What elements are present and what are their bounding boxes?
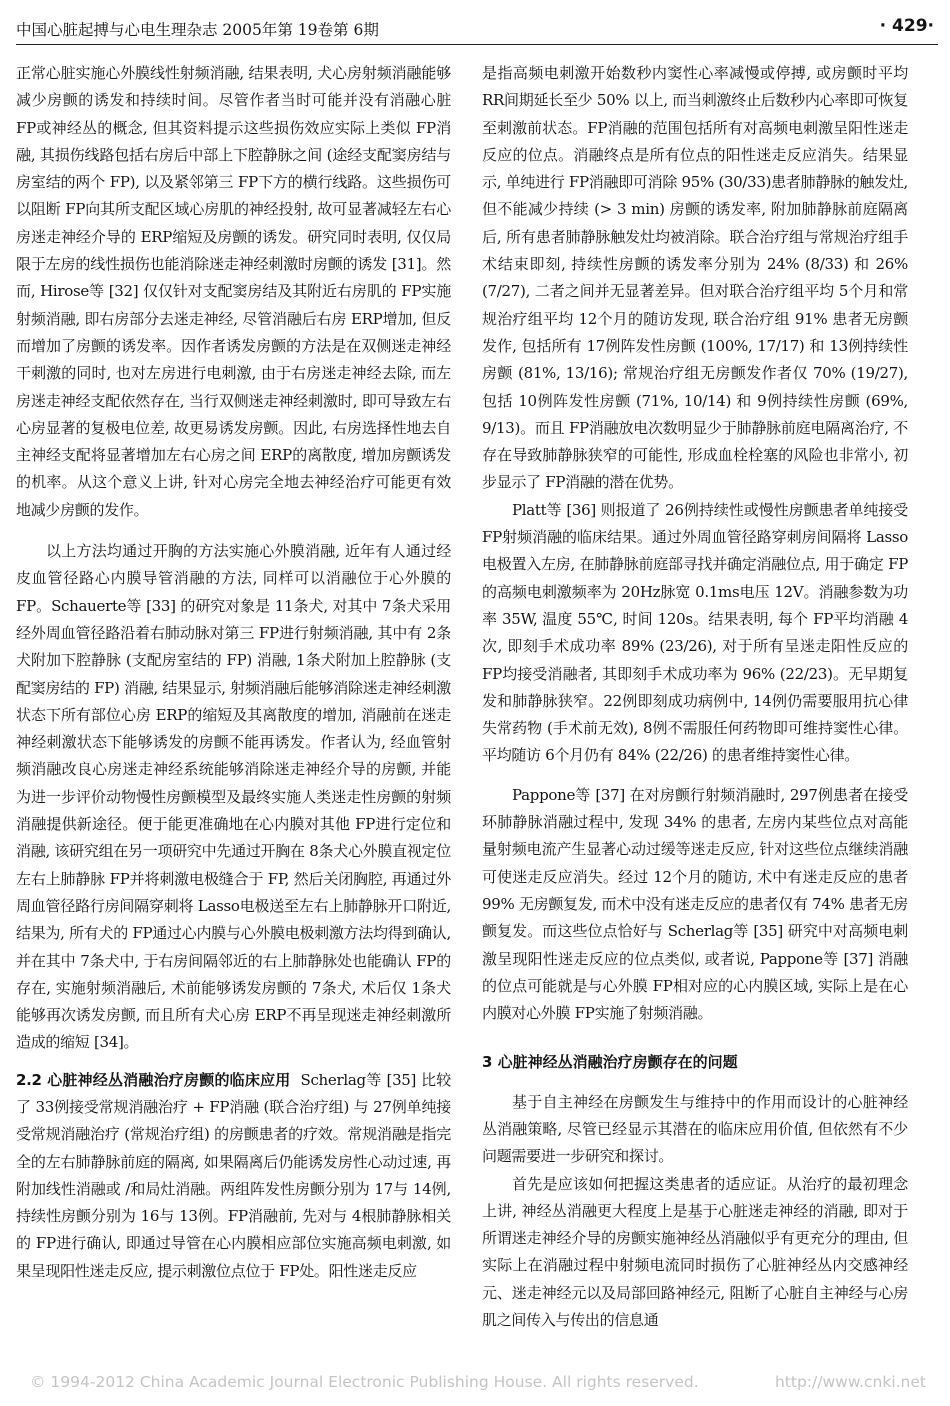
- section-2-2-heading: 2.2 心脏神经丛消融治疗房颤的临床应用: [16, 1070, 291, 1089]
- copyright-text: © 1994-2012 China Academic Journal Electronic Publishing House. All rights reserved.: [30, 1373, 699, 1391]
- running-header: [16, 14, 938, 45]
- right-paragraph-5: 首先是应该如何把握这类患者的适应证。从治疗的最初理念上讲, 神经丛消融更大程度上是基于心脏迷走神经的消融, 即对于所谓迷走神经介导的房颤实施神经丛消融似乎有更充分的理由, 但实际上在消融过程中射频电流同时损伤了心脏神经丛内交感神经元、迷走神经元以及局部回路神经元, 阻断了心脏自主神经与心房肌之间传入与传出的信息通: [482, 1174, 908, 1330]
- copyright-footer: [30, 1373, 940, 1401]
- cnki-link[interactable]: http://www.cnki.net: [774, 1373, 926, 1391]
- section-2-2-text: Scherlag等 [35] 比较了 33例接受常规消融治疗 + FP消融 (联合治疗组) 与 27例单纯接受常规消融治疗 (常规治疗组) 的房颤患者的疗效。常规消融是指完全的左右肺静脉前庭的隔离, 如果隔离后仍能诱发房性心动过速, 再附加线性消融或 /和局灶消融。两组阵发性房颤分别为 17与 14例, 持续性房颤分别为 16与 13例。FP消融前, 先对与 4根肺静脉相关的 FP进行确认, 即通过导管在心内膜相应部位实施高频电刺激, 如果呈现阳性迷走反应, 提示刺激位点位于 FP处。阳性迷走反应: [16, 1070, 451, 1280]
- left-paragraph-1: 正常心脏实施心外膜线性射频消融, 结果表明, 犬心房射频消融能够减少房颤的诱发和持续时间。尽管作者当时可能并没有消融心脏 FP或神经丛的概念, 但其资料提示这些损伤效应实际上类似 FP消融, 其损伤线路包括右房后中部上下腔静脉之间 (途经支配窦房结与房室结的两个 FP), 以及紧邻第三 FP下方的横行线路。这些损伤可以阻断 FP向其所支配区域心房肌的神经投射, 故可显著减轻左右心房迷走神经介导的 ERP缩短及房颤的诱发。研究同时表明, 仅仅局限于左房的线性损伤也能消除迷走神经刺激时房颤的诱发 [31]。然而, Hirose等 [32] 仅仅针对支配窦房结及其附近右房肌的 FP实施射频消融, 即右房部分去迷走神经, 尽管消融后右房 ERP增加, 但反而增加了房颤的诱发率。因作者诱发房颤的方法是在双侧迷走神经干刺激的同时, 也对左房进行电刺激, 由于右房迷走神经去除, 而左房迷走神经支配依然存在, 当行双侧迷走神经刺激时, 即可导致左右心房显著的复极电位差, 故更易诱发房颤。因此, 右房选择性地去自主神经支配将显著增加左右心房之间 ERP的离散度, 增加房颤诱发的机率。从这个意义上讲, 针对心房完全地去神经治疗可能更有效地减少房颤的发作。: [16, 64, 451, 519]
- section-3-heading: 3 心脏神经丛消融治疗房颤存在的问题: [482, 1053, 738, 1072]
- right-paragraph-1: 是指高频电刺激开始数秒内窦性心率减慢或停搏, 或房颤时平均 RR间期延长至少 50% 以上, 而当刺激终止后数秒内心率即可恢复至刺激前状态。FP消融的范围包括所有对高频电刺激呈阳性迷走反应的位点。消融终点是所有位点的阳性迷走反应消失。结果显示, 单纯进行 FP消融即可消除 95% (30/33)患者肺静脉的触发灶, 但不能减少持续 (> 3 min) 房颤的诱发率, 附加肺静脉前庭隔离后, 所有患者肺静脉触发灶均被消除。联合治疗组与常规治疗组手术结束即刻, 持续性房颤的诱发率分别为 24% (8/33) 和 26% (7/27), 二者之间并无显著差异。但对联合治疗组平均 5个月和常规治疗组平均 12个月的随访发现, 联合治疗组 91% 患者无房颤发作, 包括所有 17例阵发性房颤 (100%, 17/17) 和 13例持续性房颤 (81%, 13/16); 常规治疗组无房颤发作者仅 70% (19/27), 包括 10例阵发性房颤 (71%, 10/14) 和 9例持续性房颤 (69%, 9/13)。而且 FP消融放电次数明显少于肺静脉前庭电隔离治疗, 不存在导致肺静脉狭窄的可能性, 形成血栓栓塞的风险也非常小, 初步显示了 FP消融的潜在优势。: [482, 64, 908, 492]
- section-2-2-paragraph: [16, 1067, 451, 1285]
- journal-title: 中国心脏起搏与心电生理杂志 2005年第 19卷第 6期: [16, 21, 379, 39]
- right-paragraph-4: 基于自主神经在房颤发生与维持中的作用而设计的心脏神经丛消融策略, 尽管已经显示其潜在的临床应用价值, 但依然有不少问题需要进一步研究和探讨。: [482, 1092, 908, 1166]
- left-column: [16, 60, 451, 1285]
- right-paragraph-3: Pappone等 [37] 在对房颤行射频消融时, 297例患者在接受环肺静脉消融过程中, 发现 34% 的患者, 左房内某些位点对高能量射频电流产生显著心动过缓等迷走反应, 针对这些位点继续消融可使迷走反应消失。经过 12个月的随访, 术中有迷走反应的患者 99% 无房颤复发, 而术中没有迷走反应的患者仅有 74% 患者无房颤复发。而这些位点恰好与 Scherlag等 [35] 研究中对高频电刺激呈现阳性迷走反应的位点类似, 或者说, Pappone等 [37] 消融的位点可能就是与心外膜 FP相对应的心内膜区域, 实际上是在心内膜对心外膜 FP实施了射频消融。: [482, 785, 908, 1023]
- right-paragraph-2: Platt等 [36] 则报道了 26例持续性或慢性房颤患者单纯接受 FP射频消融的临床结果。通过外周血管径路穿刺房间隔将 Lasso电极置入左房, 在肺静脉前庭部寻找并确定消融位点, 用于确定 FP的高频电刺激频率为 20Hz脉宽 0.1ms电压 12V。消融参数为功率 35W, 温度 55℃, 时间 120s。结果表明, 每个 FP平均消融 4次, 即刻手术成功率 89% (23/26), 对于所有呈迷走阳性反应的 FP均接受消融者, 其即刻手术成功率为 96% (22/23)。无早期复发和肺静脉狭窄。22例即刻成功病例中, 14例仍需要服用抗心律失常药物 (手术前无效), 8例不需服任何药物即可维持窦性心律。平均随访 6个月仍有 84% (22/26) 的患者维持窦性心律。: [482, 500, 908, 765]
- left-paragraph-2: 以上方法均通过开胸的方法实施心外膜消融, 近年有人通过经皮血管径路心内膜导管消融的方法, 同样可以消融位于心外膜的 FP。Schauerte等 [33] 的研究对象是 11条犬, 对其中 7条犬采用经外周血管径路沿着右肺动脉对第三 FP进行射频消融, 其中有 2条犬附加下腔静脉 (支配房室结的 FP) 消融, 1条犬附加上腔静脉 (支配窦房结的 FP) 消融, 结果显示, 射频消融后能够消除迷走神经刺激状态下所有部位心房 ERP的缩短及其离散度的增加, 消融前在迷走神经刺激状态下能够诱发的房颤不能再诱发。作者认为, 经血管射频消融改良心房迷走神经系统能够消除迷走神经介导的房颤, 并能为进一步评价动物慢性房颤模型及最终实施人类迷走性房颤的射频消融提供新途径。便于能更准确地在心内膜对其他 FP进行定位和消融, 该研究组在另一项研究中先通过开胸在 8条犬心外膜直视定位左右上肺静脉 FP并将刺激电极缝合于 FP, 然后关闭胸腔, 再通过外周血管径路行房间隔穿刺将 Lasso电极送至左右上肺静脉开口附近, 结果为, 所有犬的 FP通过心内膜与心外膜电极刺激方法均得到确认, 并在其中 7条犬中, 于右房间隔邻近的右上肺静脉处也能确认 FP的存在, 实施射频消融后, 术前能够诱发房颤的 7条犬, 术后仅 1条犬能够再次诱发房颤, 而且所有犬心房 ERP不再呈现迷走神经刺激所造成的缩短 [34]。: [16, 542, 451, 1052]
- page-number: · 429·: [879, 16, 934, 36]
- right-column: [482, 60, 908, 1334]
